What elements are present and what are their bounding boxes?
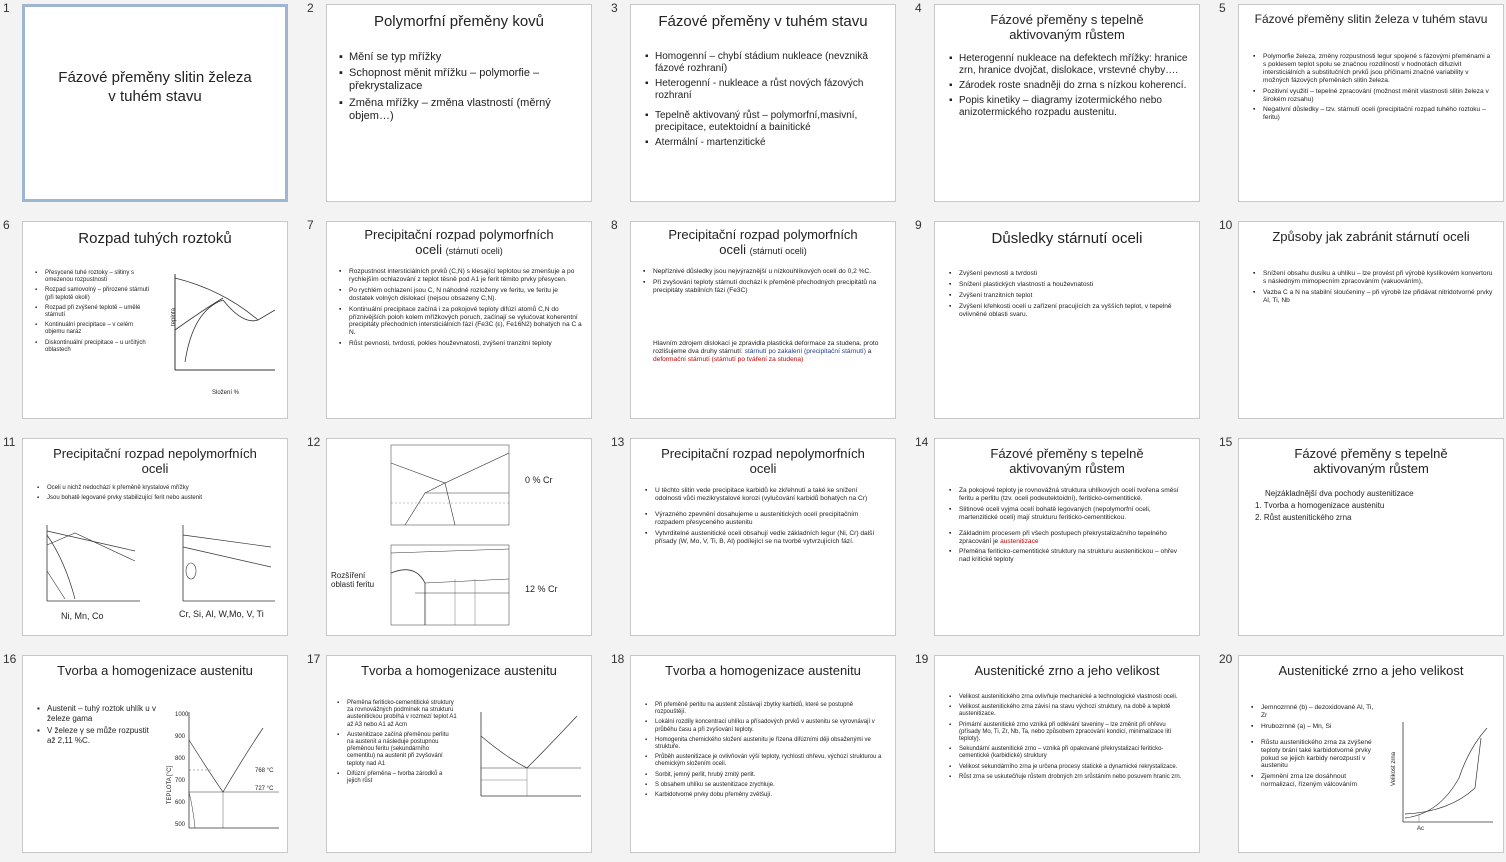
bullet-item: ▪ Velikost austenitického zrna ovlivňuje mechanické a technologické vlastnosti oceli. bbox=[949, 694, 1189, 701]
slide-15-canvas[interactable] bbox=[1238, 438, 1504, 636]
eutectoid-temp-label: 727 °C bbox=[255, 786, 274, 792]
note-quench-aging: stárnutí po zakalení (precipitační stárnutí) bbox=[744, 348, 866, 356]
slide-title bbox=[639, 228, 887, 258]
bullet-item: ▪ Sorbit, jemný perlit, hrubý zrnitý perlit. bbox=[645, 772, 885, 779]
bullet-item: ▪ Heterogenní nukleace na defektech mřížky: hranice zrn, hranice dvojčat, dislokace, vrstevné chyby…. bbox=[949, 53, 1189, 77]
slide-number: 2 bbox=[307, 1, 314, 15]
slide-subtitle: (stárnutí oceli) bbox=[749, 245, 807, 256]
slide-thumbnail-9[interactable] bbox=[912, 217, 1216, 434]
slide-number: 5 bbox=[1219, 1, 1226, 15]
bullet-list bbox=[339, 268, 583, 351]
note-text: Hlavním zdrojem dislokací je zpravidla plastická deformace za studena, proto rozlišujeme dva druhy stárnutí: bbox=[653, 340, 879, 356]
x-axis-label: Složení % bbox=[212, 390, 240, 396]
bullet-item: ▪ Schopnost měnit mřížku – polymorfie – překrystalizace bbox=[339, 67, 581, 93]
bullet-item: ▪ Růstu austenitického zrna za zvýšené teploty brání také karbidotvorné prvky pokud se jejich karbidy nerozpustí v austenitu bbox=[1251, 739, 1379, 771]
bullet-item: ▪ Za pokojové teploty je rovnovážná struktura uhlíkových ocelí tvořena směsí feritu a perlitu (tzv. oceli podeutektoidní), feriticko-cementitické. bbox=[949, 487, 1189, 503]
bullet-item: ▪ Mění se typ mřížky bbox=[339, 51, 581, 64]
slide-thumbnail-17[interactable] bbox=[304, 651, 608, 862]
slide-title: Precipitační rozpad nepolymorfních oceli bbox=[661, 446, 865, 476]
bullet-item: ▪ Slitinové oceli vyjma ocelí bohatě legovaných (nepolymorfní oceli, martenzitické oceli) mají strukturu feriticko-cementitickou. bbox=[949, 506, 1189, 522]
slide-6-canvas[interactable] bbox=[22, 221, 288, 419]
fe-c-diagram-0cr bbox=[385, 443, 513, 533]
slide-title-text: Precipitační rozpad polymorfních oceli bbox=[364, 227, 554, 257]
bullet-list bbox=[645, 51, 885, 152]
bullet-item: ▪ Rozpustnost intersticiálních prvků (C,N) s klesající teplotou se zmenšuje a po rychlejším ochlazování z teplot těsně pod A1 je ferit těmito prvky přesycen. bbox=[339, 268, 583, 284]
bullet-item: ▪ Oceli u nichž nedochází k přeměně krystalové mřížky bbox=[37, 485, 277, 492]
bullet-item: ▪ Kontinuální precipitace začíná i za pokojové teploty difúzí atomů C,N do příznivějších poloh kolem mřížkových poruch, začínají se vylučovat koherentní precipitáty přechodních intersticiálních fází (Fe3C (ε), Fe16N2) bohatých na C a N. bbox=[339, 306, 583, 338]
bullet-item: ▪ Výrazného zpevnění dosahujeme u austenitických ocelí precipitačním rozpadem přesyceného austenitu bbox=[645, 511, 885, 527]
slide-thumbnail-19[interactable] bbox=[912, 651, 1216, 862]
bullet-item: ▪ Růst pevnosti, tvrdosti, pokles houževnatosti, zvýšení tranzitní teploty bbox=[339, 340, 583, 348]
slide-title: Fázové přeměny s tepelně aktivovaným růstem bbox=[990, 446, 1144, 476]
grain-size-diagram bbox=[1389, 718, 1497, 830]
label-0-percent-cr: 0 % Cr bbox=[525, 475, 553, 485]
slide-title: Fázové přeměny slitin železa v tuhém stavu bbox=[1254, 12, 1488, 26]
bullet-list bbox=[337, 700, 457, 788]
slide-number: 12 bbox=[307, 435, 321, 449]
slide-17-canvas[interactable] bbox=[326, 655, 592, 853]
slide-number: 4 bbox=[915, 1, 922, 15]
slide-3-canvas[interactable] bbox=[630, 4, 896, 202]
slide-thumbnail-18[interactable] bbox=[608, 651, 912, 862]
slide-number: 17 bbox=[307, 652, 321, 666]
slide-subtitle: (stárnutí oceli) bbox=[445, 245, 503, 256]
axis-tick: 500 bbox=[175, 822, 186, 828]
slide-11-canvas[interactable] bbox=[22, 438, 288, 636]
slide-4-canvas[interactable] bbox=[934, 4, 1200, 202]
temperature-axis-label: TEPLOTA [°C] bbox=[167, 765, 174, 805]
bullet-item: ▪ Difúzní přeměna – tvorba zárodků a jejich růst bbox=[337, 771, 457, 785]
fe-c-diagram-12cr bbox=[385, 543, 513, 633]
slide-title: Tvorba a homogenizace austenitu bbox=[361, 663, 557, 678]
bullet-item: ▪ Karbidotvorné prvky dobu přeměny zvětšují. bbox=[645, 792, 885, 799]
bullet-list bbox=[949, 694, 1189, 784]
slide-thumbnail-11[interactable] bbox=[0, 434, 304, 651]
bullet-list bbox=[37, 704, 157, 748]
bullet-item: ▪ Snížení plastických vlastností a houževnatosti bbox=[949, 281, 1189, 289]
bullet-item: ▪ Popis kinetiky – diagramy izotermického nebo anizotermického rozpadu austenitu. bbox=[949, 95, 1189, 119]
bullet-item: ▪ Polymorfie železa, změny rozpustnosti legur spojené s fázovými přeměnami a s poklesem teplot spolu se značnou rozdílností v hodnotách difuzivit intersticiálních a substitučních prvků jsou příčinami značné variability v možných fázových přeměnách slitin železa. bbox=[1253, 53, 1493, 85]
slide-number: 11 bbox=[3, 435, 16, 449]
slide-title-text: Precipitační rozpad polymorfních oceli bbox=[668, 227, 858, 257]
slide-number: 14 bbox=[915, 435, 929, 449]
bullet-item: ▪ Po rychlém ochlazení jsou C, N náhodně rozloženy ve feritu, ve feritu je dostatek volných dislokací (nejsou obsazeny C,N). bbox=[339, 287, 583, 303]
slide-thumbnail-4[interactable] bbox=[912, 0, 1216, 217]
bullet-item: ▪ Při přeměně perlitu na austenit zůstávají zbytky karbidů, které se postupně rozpouštějí. bbox=[645, 702, 885, 716]
slide-5-canvas[interactable] bbox=[1238, 4, 1504, 202]
austenite-stabilizers-caption: Ni, Mn, Co bbox=[61, 611, 104, 621]
bullet-list bbox=[949, 270, 1189, 322]
bullet-list bbox=[645, 702, 885, 802]
slide-title: Důsledky stárnutí oceli bbox=[991, 230, 1143, 247]
bullet-item: ▪ Změna mřížky – změna vlastností (měrný objem…) bbox=[339, 97, 581, 123]
slide-title: Fázové přeměny slitin železa v tuhém stavu bbox=[58, 69, 252, 105]
slide-number: 3 bbox=[611, 1, 618, 15]
slide-title: Způsoby jak zabránit stárnutí oceli bbox=[1272, 229, 1470, 244]
slide-thumbnail-5[interactable] bbox=[1216, 0, 1506, 217]
label-12-percent-cr: 12 % Cr bbox=[525, 584, 558, 594]
slide-title: Austenitické zrno a jeho velikost bbox=[974, 663, 1160, 678]
bullet-item: ▪ Kontinuální precipitace – v celém objemu naráz bbox=[35, 322, 153, 336]
bullet-item: ▪ Zvýšení křehkosti ocelí u zařízení pracujících za vyšších teplot, v tepelně ovlivněné oblasti svaru. bbox=[949, 303, 1189, 319]
bullet-item: ▪ Zárodek roste snadněji do zrna s nízkou koherencí. bbox=[949, 80, 1189, 92]
x-axis-label: Ac bbox=[1417, 826, 1425, 832]
list-item: 1. Tvorba a homogenizace austenitu bbox=[1255, 501, 1385, 510]
curie-temp-label: 768 °C bbox=[255, 768, 274, 774]
bullet-item: ▪ Zjemnění zrna lze dosáhnout normalizací, řízeným válcováním bbox=[1251, 773, 1379, 789]
slide-10-canvas[interactable] bbox=[1238, 221, 1504, 419]
slide-title: Tvorba a homogenizace austenitu bbox=[665, 663, 861, 678]
slide-number: 18 bbox=[611, 652, 625, 666]
bullet-item: ▪ Průběh austenitizace je ovlivňován výší teploty, rychlostí ohřevu, výchozí strukturou a chemickým složením oceli. bbox=[645, 754, 885, 768]
slide-number: 7 bbox=[307, 218, 314, 232]
slide-thumbnail-13[interactable] bbox=[608, 434, 912, 651]
slide-20-canvas[interactable] bbox=[1238, 655, 1504, 853]
slide-title: Austenitické zrno a jeho velikost bbox=[1278, 663, 1464, 678]
slide-number: 15 bbox=[1219, 435, 1233, 449]
slide-title: Rozpad tuhých roztoků bbox=[78, 230, 232, 247]
bullet-list bbox=[339, 51, 581, 126]
bullet-item: ▪ Jemnozrnné (b) – dezoxidované Al, Ti, Zr bbox=[1251, 704, 1379, 720]
slide-title: Precipitační rozpad nepolymorfních oceli bbox=[53, 446, 257, 476]
deformation-note bbox=[653, 340, 885, 365]
bullet-item: ▪ Jsou bohatě legované prvky stabilizující ferit nebo austenit bbox=[37, 495, 277, 502]
slide-title: Fázové přeměny v tuhém stavu bbox=[658, 13, 868, 30]
bullet-item: ▪ Přeměna feriticko-cementitické struktury na strukturu austenitickou – ohřev nad kritické teploty bbox=[949, 548, 1189, 564]
slide-7-canvas[interactable] bbox=[326, 221, 592, 419]
slide-title bbox=[335, 228, 583, 258]
bullet-item: ▪ Atermální - martenzitické bbox=[645, 137, 885, 149]
slide-thumbnail-8[interactable] bbox=[608, 217, 912, 434]
slide-1-canvas[interactable] bbox=[22, 4, 288, 202]
slide-thumbnail-15[interactable] bbox=[1216, 434, 1506, 651]
label-ferrite-region: Rozšíření oblasti feritu bbox=[331, 571, 375, 589]
slide-number: 10 bbox=[1219, 218, 1233, 232]
slide-title: Polymorfní přeměny kovů bbox=[373, 13, 545, 30]
note-conjunction: a bbox=[867, 348, 872, 356]
axis-tick: 800 bbox=[175, 756, 186, 762]
bullet-item: ▪ Velikost austenitického zrna závisí na stavu výchozí struktury, na době a teplotě austenitizace. bbox=[949, 704, 1189, 718]
list-item: 2. Růst austenitického zrna bbox=[1255, 513, 1352, 522]
ferrite-stabilizer-diagram bbox=[163, 521, 281, 607]
slide-19-canvas[interactable] bbox=[934, 655, 1200, 853]
bullet-item: ▪ Sekundární austenitické zrno – vzniká při opakované překrystalizaci feriticko-cementické (karbidické) struktury bbox=[949, 746, 1189, 760]
bullet-item: ▪ U těchto slitin vede precipitace karbidů ke zkřehnutí a také ke snížení odolnosti vůči mezikrystalové korozi (vylučování karbidů bohatých na Cr) bbox=[645, 487, 885, 503]
bullet-item: ▪ Hrubozrnné (a) – Mn, Si bbox=[1251, 723, 1379, 731]
numbered-list bbox=[1255, 489, 1493, 525]
slide-thumbnail-2[interactable] bbox=[304, 0, 608, 217]
slide-12-canvas[interactable] bbox=[326, 438, 592, 636]
bullet-list bbox=[1251, 704, 1379, 792]
bullet-item: ▪ Velikost sekundárního zrna je určena procesy statické a dynamické rekrystalizace. bbox=[949, 764, 1189, 771]
list-intro: Nejzákladnější dva pochody austenitizace bbox=[1265, 489, 1414, 498]
bullet-list bbox=[37, 485, 277, 505]
bullet-item: ▪ Homogenita chemického složení austenitu je řízena difúzními ději obsaženými ve struktuře. bbox=[645, 737, 885, 751]
bullet-item: ▪ Snížení obsahu dusíku a uhlíku – lze provést při výrobě kyslíkovém konvertoru s následným mimopecním zpracováním (vakuováním), bbox=[1253, 270, 1493, 286]
bullet-item: ▪ Vytvrditelné austenitické oceli obsahují vedle základních legur (Ni, Cr) další přísady (W, Mo, V, Ti, B, Al) podílející se na tvorbě vytvrzujících fází. bbox=[645, 530, 885, 546]
bullet-item: ▪ Při zvyšování teploty stárnutí dochází k přeměně přechodných precipitátů na precipitáty stabilních fází (Fe3C) bbox=[643, 279, 887, 295]
slide-thumbnail-3[interactable] bbox=[608, 0, 912, 217]
bullet-item: ▪ Rozpad při zvýšené teplotě – umělé stárnutí bbox=[35, 305, 153, 319]
austenitization-term: austenitizace bbox=[1000, 537, 1039, 545]
austenitization-diagram bbox=[467, 708, 585, 804]
bullet-item: ▪ Austenitizace začíná přeměnou perlitu na austenit a následuje postupnou přeměnou feritu (sekundárního cementitu) na austenit při zvyšování teploty nad A1 bbox=[337, 732, 457, 768]
bullet-item: ▪ S obsahem uhlíku se austenitizace zrychluje. bbox=[645, 782, 885, 789]
slide-2-canvas[interactable] bbox=[326, 4, 592, 202]
slide-9-canvas[interactable] bbox=[934, 221, 1200, 419]
slide-number: 9 bbox=[915, 218, 922, 232]
bullet-item: ▪ Diskontinuální precipitace – u určitých oblastech bbox=[35, 340, 153, 354]
y-axis-label: Velikost zrna bbox=[1391, 751, 1398, 787]
axis-tick: 600 bbox=[175, 800, 186, 806]
bullet-item: ▪ Rozpad samovolný – přirozené stárnutí (při teplotě okolí) bbox=[35, 287, 153, 301]
bullet-item: ▪ Vazba C a N na stabilní sloučeniny – při výrobě lze přidávat nitridotvorné prvky Al, Ti, Nb bbox=[1253, 289, 1493, 305]
slide-14-canvas[interactable] bbox=[934, 438, 1200, 636]
austenite-stabilizer-diagram bbox=[35, 521, 145, 607]
slide-number: 20 bbox=[1219, 652, 1233, 666]
axis-tick: 700 bbox=[175, 778, 186, 784]
bullet-item: ▪ Austenit – tuhý roztok uhlík u v železe gama bbox=[37, 704, 157, 723]
slide-13-canvas[interactable] bbox=[630, 438, 896, 636]
slide-thumbnail-6[interactable] bbox=[0, 217, 304, 434]
bullet-list bbox=[643, 268, 887, 298]
slide-title: Tvorba a homogenizace austenitu bbox=[57, 663, 253, 678]
slide-number: 13 bbox=[611, 435, 625, 449]
slide-number: 19 bbox=[915, 652, 929, 666]
bullet-item: ▪ V železe γ se může rozpustit až 2,11 %C. bbox=[37, 726, 157, 745]
bullet-list bbox=[1253, 53, 1493, 125]
bullet-list bbox=[949, 53, 1189, 122]
slide-thumbnail-14[interactable] bbox=[912, 434, 1216, 651]
slide-thumbnail-1[interactable] bbox=[0, 0, 304, 217]
bullet-item: ▪ Negativní důsledky – tzv. stárnutí oceli (precipitační rozpad tuhého roztoku – feritu) bbox=[1253, 106, 1493, 122]
note-strain-aging: deformační stárnutí (stárnutí po tváření za studena) bbox=[653, 356, 804, 364]
bullet-item: ▪ Růst zrna se uskutečňuje růstem drobných zrn srůstáním nebo posuvem hranic zrn. bbox=[949, 774, 1189, 781]
bullet-item: ▪ Nepříznivé důsledky jsou nejvýraznější u nízkouhlíkových ocelí do 0,2 %C. bbox=[643, 268, 887, 276]
slide-title: Fázové přeměny s tepelně aktivovaným růstem bbox=[1294, 446, 1448, 476]
slide-thumbnail-16[interactable] bbox=[0, 651, 304, 862]
bullet-item bbox=[949, 530, 1189, 546]
bullet-text: Základním procesem při všech postupech překrystalizačního tepelného zpracování je bbox=[959, 529, 1167, 545]
y-axis-label: teplota bbox=[171, 307, 178, 327]
bullet-item: ▪ Heterogenní - nukleace a růst nových fázových rozhraní bbox=[645, 78, 885, 102]
slide-number: 6 bbox=[3, 218, 10, 232]
axis-tick: 900 bbox=[175, 734, 186, 740]
bullet-item: ▪ Přeměna feriticko-cementitické struktury za rovnovážných podmínek na strukturu austenitickou probíhá v rozmezí teplot A1 až A3 nebo A1 až Acm bbox=[337, 700, 457, 729]
bullet-item: ▪ Lokální rozdíly koncentrací uhlíku a přísadových prvků v austenitu se vyrovnávají v průběhu času a při zvyšování teploty. bbox=[645, 719, 885, 733]
axis-tick: 1000 bbox=[175, 712, 189, 718]
solvus-diagram bbox=[163, 270, 281, 380]
slide-thumbnail-10[interactable] bbox=[1216, 217, 1506, 434]
slide-number: 1 bbox=[3, 1, 10, 15]
ferrite-stabilizers-caption: Cr, Si, Al, W,Mo, V, Ti bbox=[179, 609, 264, 619]
bullet-item: ▪ Primární austenitické zrno vzniká při odlévání taveniny – lze změnit při ohřevu (přísady Mo, Ti, Zr, Nb, Ta, nebo způsobem zpracování kondicí, minimalizace lití teploty). bbox=[949, 722, 1189, 744]
bullet-list bbox=[949, 487, 1189, 567]
bullet-list bbox=[645, 487, 885, 548]
bullet-item: ▪ Homogenní – chybí stádium nukleace (nevznikā fázové rozhraní) bbox=[645, 51, 885, 75]
slide-title: Fázové přeměny s tepelně aktivovaným růstem bbox=[990, 12, 1144, 42]
slide-8-canvas[interactable] bbox=[630, 221, 896, 419]
bullet-item: ▪ Zvýšení tranzitních teplot bbox=[949, 292, 1189, 300]
bullet-list bbox=[35, 270, 153, 357]
bullet-item: ▪ Přesycené tuhé roztoky – slitiny s omezenou rozpustností bbox=[35, 270, 153, 284]
slide-number: 16 bbox=[3, 652, 17, 666]
bullet-list bbox=[1253, 270, 1493, 308]
slide-thumbnail-20[interactable] bbox=[1216, 651, 1506, 862]
bullet-item: ▪ Pozitivní využití – tepelné zpracování (možnost měnit vlastnosti slitin železa v širokém rozsahu) bbox=[1253, 88, 1493, 104]
slide-thumbnail-12[interactable] bbox=[304, 434, 608, 651]
slide-18-canvas[interactable] bbox=[630, 655, 896, 853]
slide-number: 8 bbox=[611, 218, 618, 232]
bullet-item: ▪ Zvýšení pevnosti a tvrdosti bbox=[949, 270, 1189, 278]
slide-16-canvas[interactable] bbox=[22, 655, 288, 853]
slide-thumbnail-7[interactable] bbox=[304, 217, 608, 434]
bullet-item: ▪ Tepelně aktivovaný růst – polymorfní,masivní, precipitace, eutektoidní a bainitické bbox=[645, 110, 885, 134]
